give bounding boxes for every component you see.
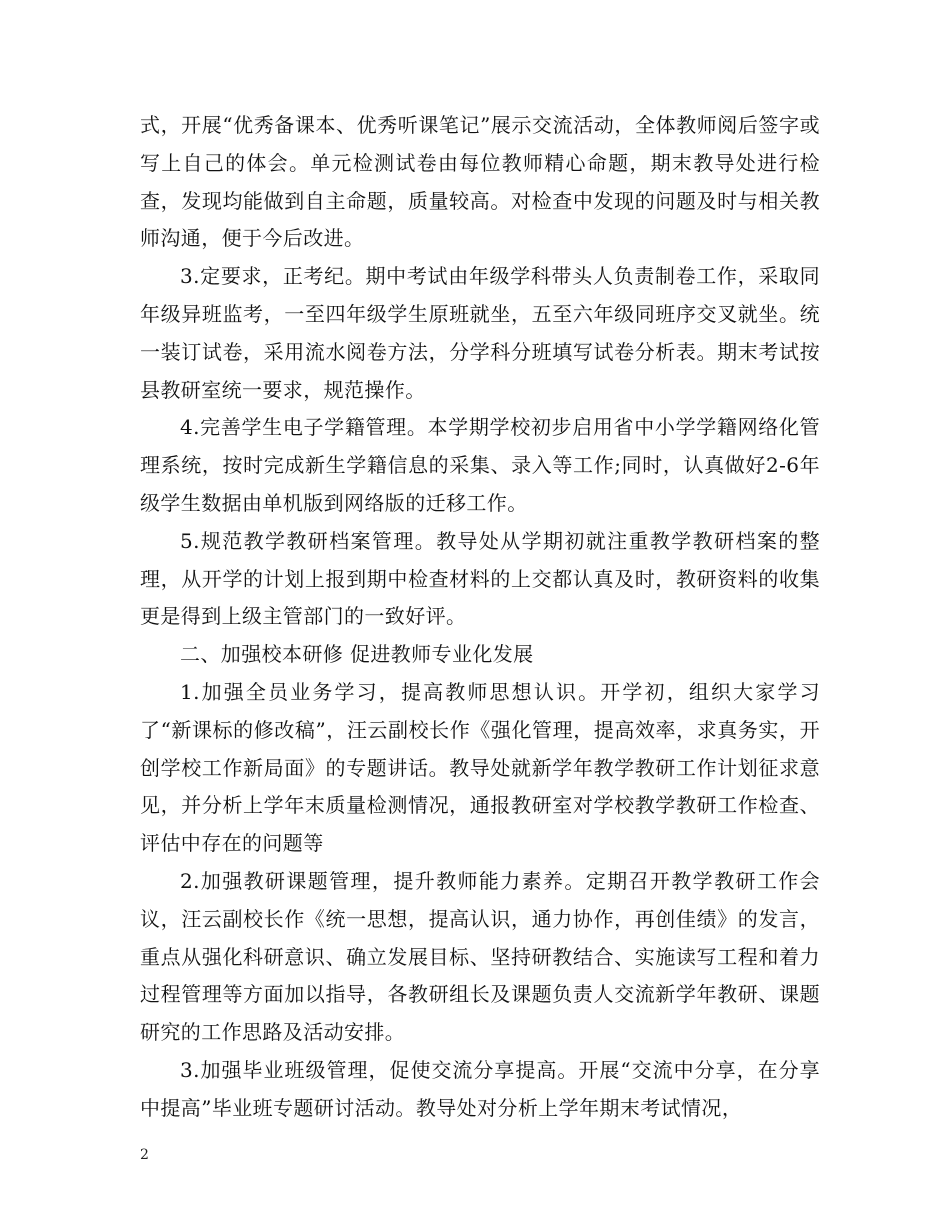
paragraph-section2-item-1: 1.加强全员业务学习，提高教师思想认识。开学初，组织大家学习了“新课标的修改稿”，汪云副校长作《强化管理，提高效率，求真务实，开创学校工作新局面》的专题讲话。教导处就新学年教学教研工作计划征求意见，并分析上学年末质量检测情况，通报教研室对学校教学教研工作检查、评估中存在的问题等 [140, 679, 820, 856]
paragraph-section2-item-2: 2.加强教研课题管理，提升教师能力素养。定期召开教学教研工作会议，汪云副校长作《统一思想，提高认识，通力协作，再创佳绩》的发言，重点从强化科研意识、确立发展目标、坚持研教结合、实施读写工程和着力过程管理等方面加以指导，各教研组长及课题负责人交流新学年教研、课题研究的工作思路及活动安排。 [140, 868, 820, 1045]
paragraph-item-5: 5.规范教学教研档案管理。教导处从学期初就注重教学教研档案的整理，从开学的计划上报到期中检查材料的上交都认真及时，教研资料的收集更是得到上级主管部门的一致好评。 [140, 528, 820, 629]
paragraph-section2-item-3: 3.加强毕业班级管理，促使交流分享提高。开展“交流中分享，在分享中提高”毕业班专题研讨活动。教导处对分析上学年期末考试情况， [140, 1057, 820, 1120]
page-number: 2 [140, 1147, 149, 1163]
section-heading: 二、加强校本研修 促进教师专业化发展 [180, 642, 534, 667]
paragraph-item-3: 3.定要求，正考纪。期中考试由年级学科带头人负责制卷工作，采取同年级异班监考，一至四年级学生原班就坐，五至六年级同班序交叉就坐。统一装订试卷，采用流水阅卷方法，分学科分班填写试卷分析表。期末考试按县教研室统一要求，规范操作。 [140, 264, 820, 402]
paragraph-continued: 式，开展“优秀备课本、优秀听课笔记”展示交流活动，全体教师阅后签字或写上自己的体会。单元检测试卷由每位教师精心命题，期末教导处进行检查，发现均能做到自主命题，质量较高。对检查中发现的问题及时与相关教师沟通，便于今后改进。 [140, 113, 820, 251]
document-body [140, 107, 820, 1128]
paragraph-item-4: 4.完善学生电子学籍管理。本学期学校初步启用省中小学学籍网络化管理系统，按时完成新生学籍信息的采集、录入等工作;同时，认真做好2-6年级学生数据由单机版到网络版的迁移工作。 [140, 415, 820, 515]
